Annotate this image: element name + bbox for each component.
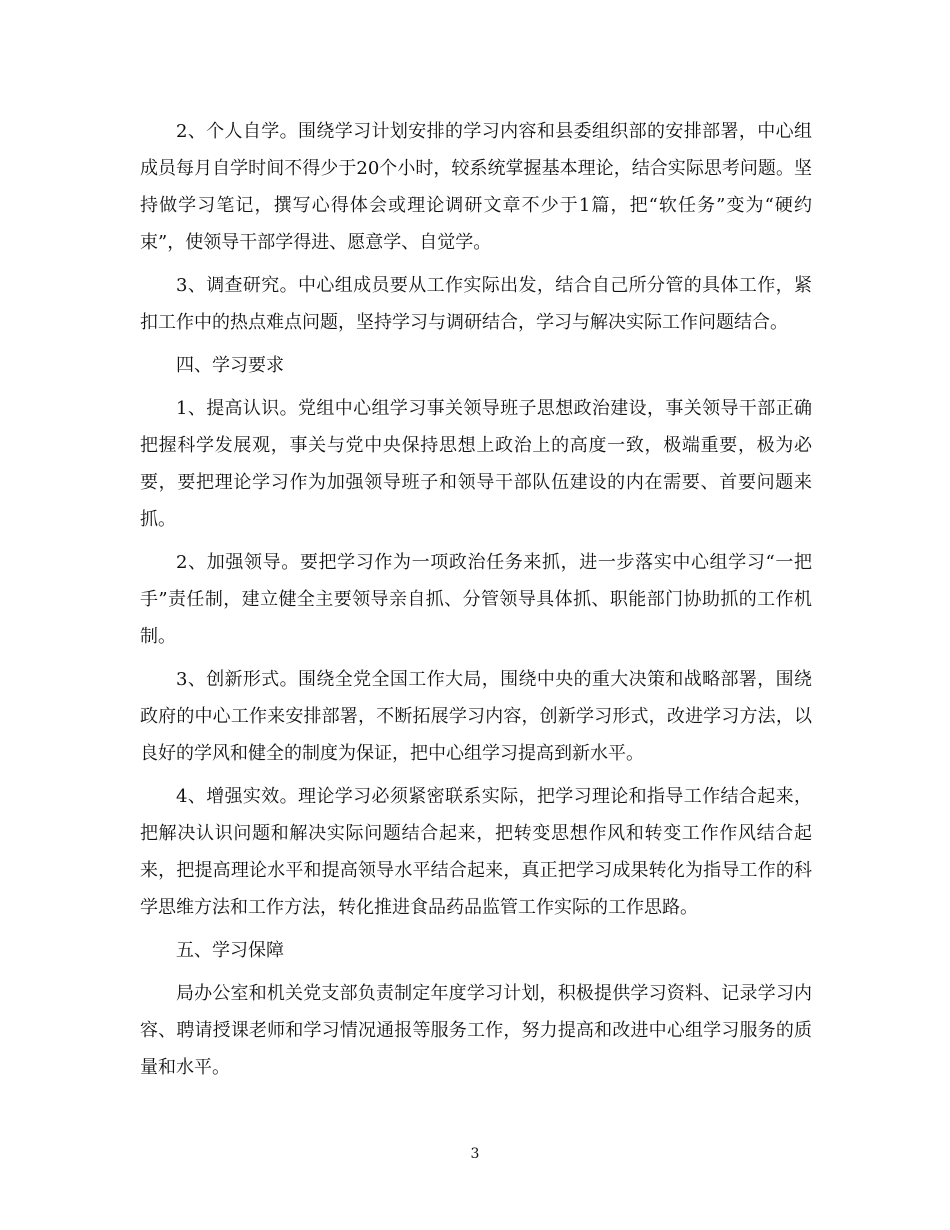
paragraph-awareness: 1、提高认识。党组中心组学习事关领导班子思想政治建设，事关领导干部正确把握科学发展观，事关与党中央保持思想上政治上的高度一致，极端重要，极为必要，要把理论学习作为加强领导班子和领导干部队伍建设的内在需要、首要问题来抓。 [140,398,812,530]
document-body [140,113,812,1092]
paragraph-leadership: 2、加强领导。要把学习作为一项政治任务来抓，进一步落实中心组学习“一把手”责任制，建立健全主要领导亲自抓、分管领导具体抓、职能部门协助抓的工作机制。 [140,552,812,647]
paragraph-innovation: 3、创新形式。围绕全党全国工作大局，围绕中央的重大决策和战略部署，围绕政府的中心工作来安排部署，不断拓展学习内容，创新学习形式，改进学习方法，以良好的学风和健全的制度为保证，把中心组学习提高到新水平。 [140,669,812,764]
paragraph-support: 局办公室和机关党支部负责制定年度学习计划，积极提供学习资料、记录学习内容、聘请授课老师和学习情况通报等服务工作，努力提高和改进中心组学习服务的质量和水平。 [140,983,812,1078]
paragraph-effectiveness: 4、增强实效。理论学习必须紧密联系实际，把学习理论和指导工作结合起来，把解决认识问题和解决实际问题结合起来，把转变思想作风和转变工作作风结合起来，把提高理论水平和提高领导水平结合起来，真正把学习成果转化为指导工作的科学思维方法和工作方法，转化推进食品药品监管工作实际的工作思路。 [140,786,812,918]
section-heading-requirements: 四、学习要求 [176,355,284,376]
paragraph-self-study: 2、个人自学。围绕学习计划安排的学习内容和县委组织部的安排部署，中心组成员每月自学时间不得少于20个小时，较系统掌握基本理论，结合实际思考问题。坚持做学习笔记，撰写心得体会或理论调研文章不少于1篇，把“软任务”变为“硬约束”，使领导干部学得进、愿意学、自觉学。 [140,121,812,253]
paragraph-research: 3、调查研究。中心组成员要从工作实际出发，结合自己所分管的具体工作，紧扣工作中的热点难点问题，坚持学习与调研结合，学习与解决实际工作问题结合。 [140,275,812,333]
section-heading-support: 五、学习保障 [176,940,284,961]
page-number: 3 [470,1146,480,1162]
